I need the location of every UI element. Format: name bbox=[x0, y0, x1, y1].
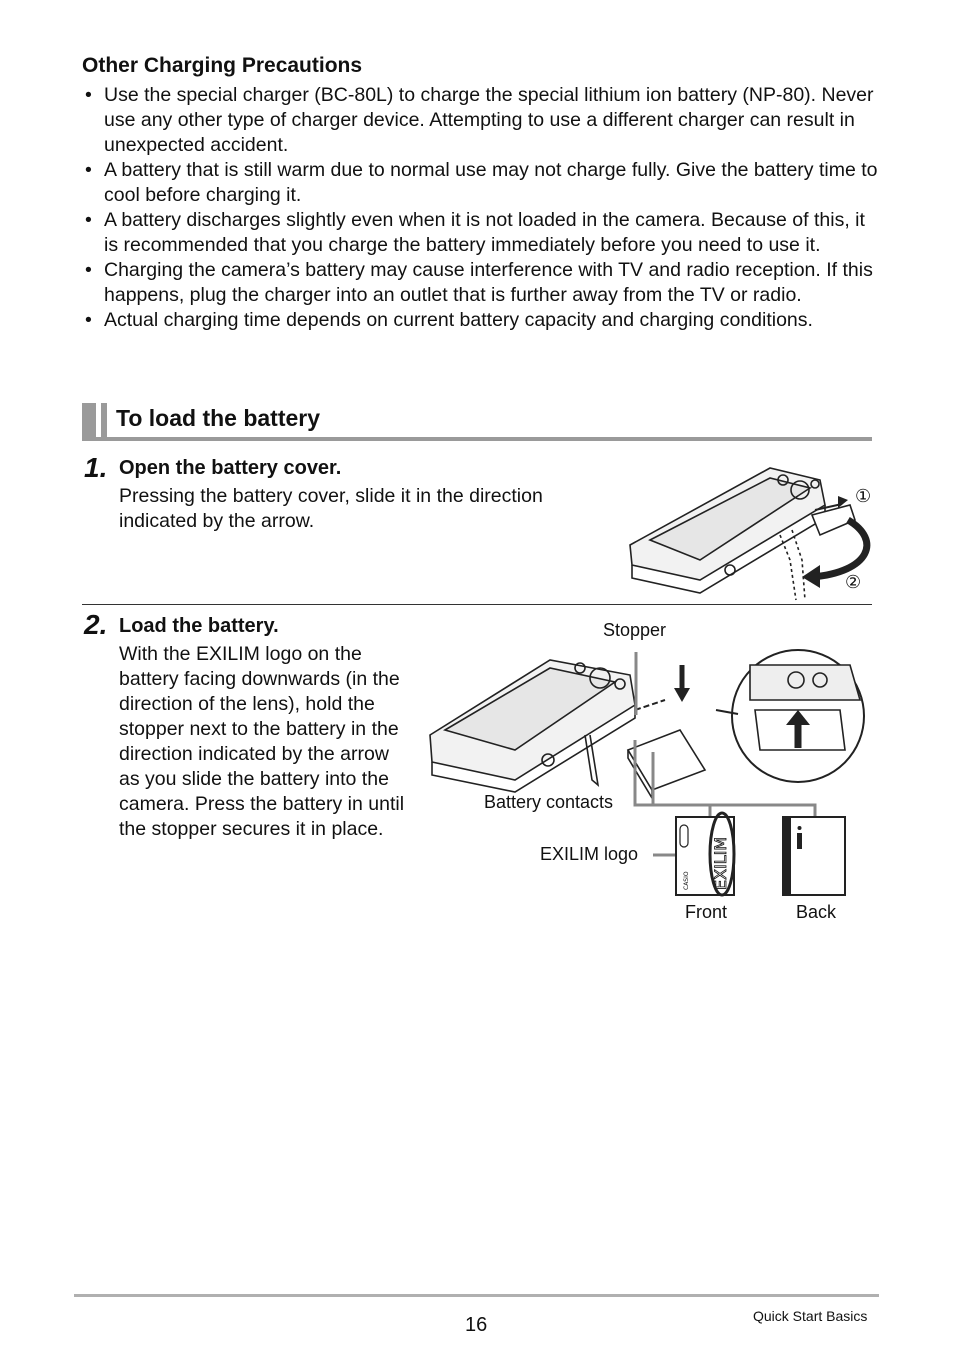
step-title: Open the battery cover. bbox=[119, 457, 342, 479]
stopper-label: Stopper bbox=[603, 620, 667, 640]
list-item: • Use the special charger (BC-80L) to charge the special lithium ion battery (NP-80). Never use any other type of charger device. Attempting to use a different charger can result in unexpected accident. bbox=[82, 83, 882, 158]
step-number: 1. bbox=[84, 452, 108, 483]
precautions-heading: Other Charging Precautions bbox=[82, 54, 363, 77]
open-battery-cover-illustration bbox=[620, 460, 880, 600]
page-number: 16 bbox=[465, 1314, 488, 1336]
marker-1: ① bbox=[855, 486, 872, 507]
section-title: To load the battery bbox=[116, 405, 321, 431]
back-label: Back bbox=[796, 902, 837, 922]
list-item: • A battery that is still warm due to normal use may not charge fully. Give the battery time to cool before charging it. bbox=[82, 158, 882, 208]
battery-brand-text: CASIO bbox=[683, 871, 690, 890]
list-item: • Charging the camera’s battery may cause interference with TV and radio reception. If this happens, plug the charger into an outlet that is further away from the TV or radio. bbox=[82, 258, 882, 308]
marker-2: ② bbox=[845, 572, 862, 593]
footer-rule bbox=[74, 1294, 879, 1297]
load-battery-illustration bbox=[420, 640, 880, 910]
battery-contacts-label: Battery contacts bbox=[484, 792, 614, 812]
section-rule bbox=[82, 437, 872, 441]
section-marker bbox=[82, 403, 96, 439]
list-item: • Actual charging time depends on current battery capacity and charging conditions. bbox=[82, 308, 882, 333]
step-body: With the EXILIM logo on the battery facing downwards (in the direction of the lens), hold the stopper next to the battery in the direction indicated by the arrow as you slide the battery into the camera. Press the battery in until the stopper secures it in place. bbox=[119, 643, 405, 840]
section-marker bbox=[101, 403, 107, 439]
step-body: Pressing the battery cover, slide it in the direction indicated by the arrow. bbox=[119, 485, 543, 532]
step-title: Load the battery. bbox=[119, 615, 279, 637]
step-divider bbox=[82, 604, 872, 605]
battery-logo-text: EXILIM bbox=[711, 836, 730, 890]
front-label: Front bbox=[685, 902, 728, 922]
list-item: • A battery discharges slightly even when it is not loaded in the camera. Because of this, it is recommended that you charge the battery immediately before you need to use it. bbox=[82, 208, 882, 258]
exilim-logo-label: EXILIM logo bbox=[540, 844, 639, 864]
step-number: 2. bbox=[84, 609, 108, 640]
footer-section-name: Quick Start Basics bbox=[753, 1308, 868, 1324]
precautions-list bbox=[82, 83, 882, 333]
